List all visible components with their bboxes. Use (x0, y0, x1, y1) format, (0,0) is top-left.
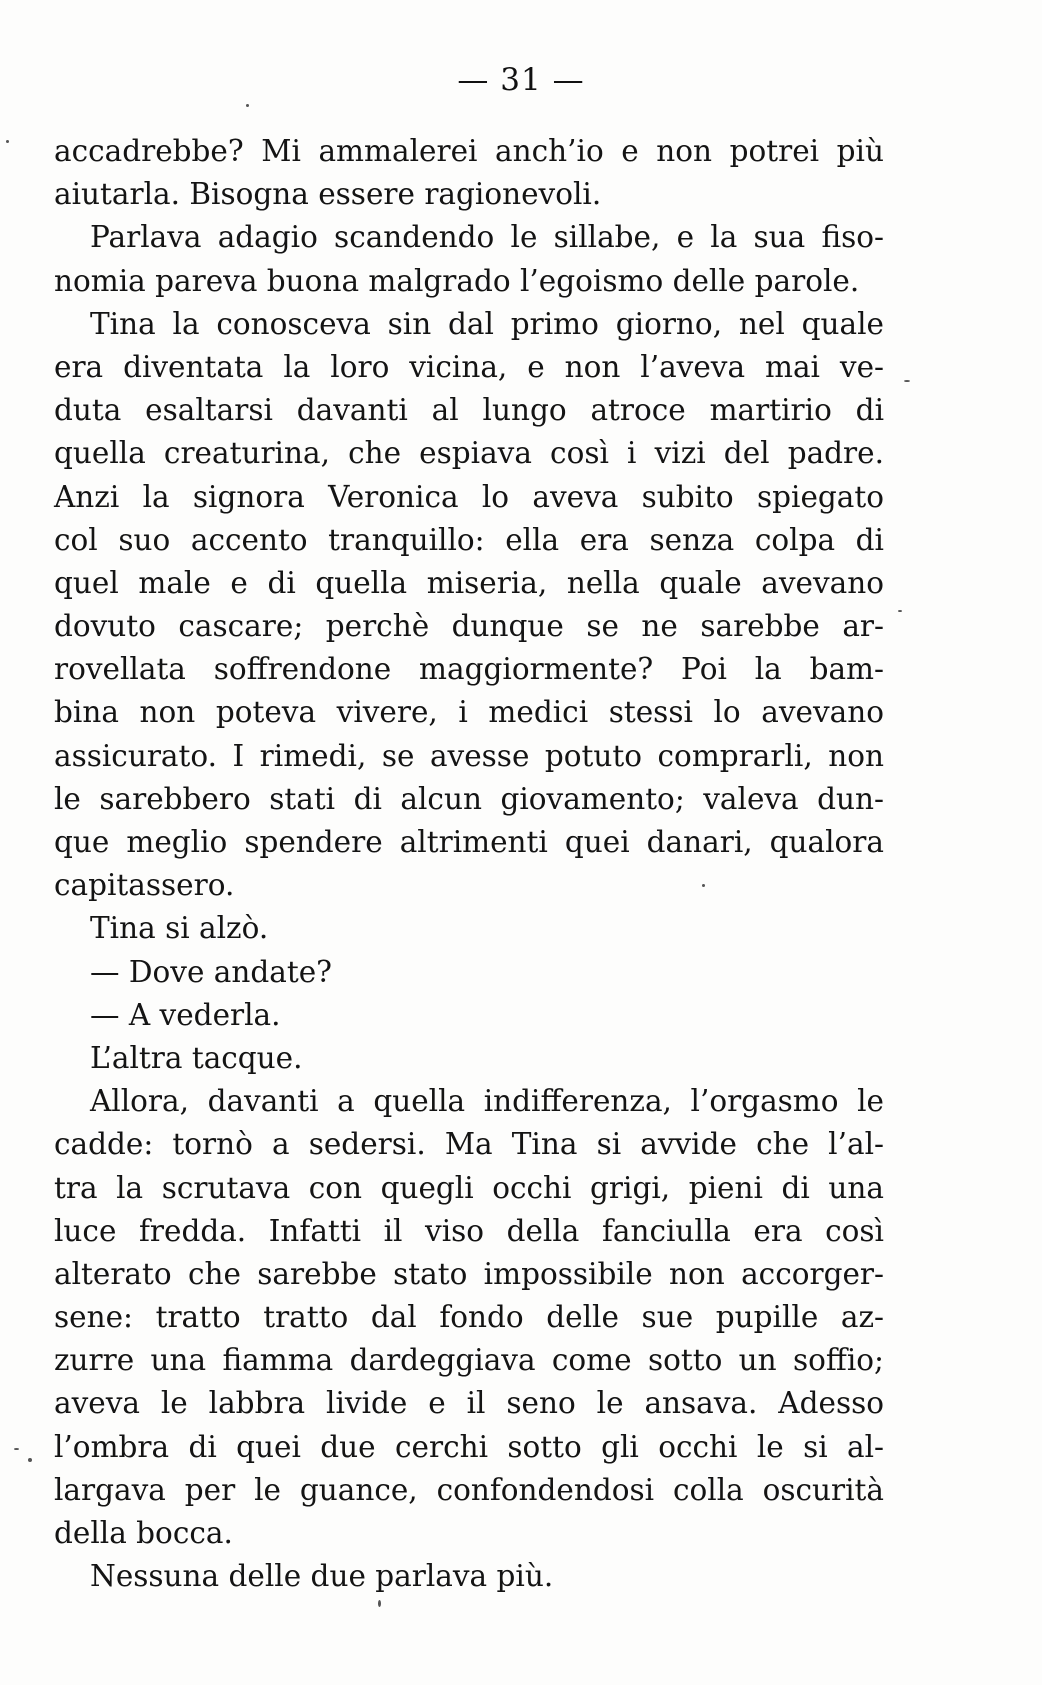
text-line: — Dove andate? (90, 954, 332, 989)
text-line: tra la scrutava con quegli occhi grigi, pieni di una (54, 1170, 884, 1205)
text-line: sene: tratto tratto dal fondo delle sue pupille az- (54, 1300, 884, 1335)
print-speck (28, 1458, 32, 1462)
print-speck (246, 104, 249, 107)
text-line: era diventata la loro vicina, e non l’aveva mai ve- (54, 349, 884, 384)
text-line: nomia pareva buona malgrado l’egoismo delle parole. (54, 263, 860, 298)
text-line: aveva le labbra livide e il seno le ansava. Adesso (54, 1386, 884, 1421)
print-speck (898, 610, 902, 612)
text-line: assicurato. I rimedi, se avesse potuto comprarli, non (54, 738, 884, 773)
text-line: bina non poteva vivere, i medici stessi lo avevano (54, 695, 884, 730)
text-line: quel male e di quella miseria, nella quale avevano (54, 565, 884, 600)
text-line: Allora, davanti a quella indifferenza, l’orgasmo le (90, 1084, 884, 1119)
text-line: Parlava adagio scandendo le sillabe, e la sua fiso- (90, 220, 884, 255)
text-line: della bocca. (54, 1516, 233, 1550)
print-speck (378, 1600, 381, 1607)
text-line: le sarebbero stati di alcun giovamento; valeva dun- (54, 781, 884, 816)
text-line: quella creaturina, che espiava così i vizi del padre. (54, 436, 884, 471)
text-line: Nessuna delle due parlava più. (90, 1559, 554, 1594)
text-line: — A vederla. (90, 997, 281, 1032)
text-line: l’ombra di quei due cerchi sotto gli occhi le si al- (54, 1429, 884, 1464)
body-text (54, 130, 884, 1598)
text-line: duta esaltarsi davanti al lungo atroce martirio di (54, 393, 884, 428)
print-speck (904, 380, 910, 382)
text-line: L’altra tacque. (90, 1040, 303, 1075)
text-line: capitassero. (54, 868, 235, 903)
text-line: dovuto cascare; perchè dunque se ne sarebbe ar- (54, 609, 884, 644)
print-speck (702, 884, 705, 887)
text-line: Tina si alzò. (90, 911, 269, 946)
text-line: aiutarla. Bisogna essere ragionevoli. (54, 177, 602, 212)
print-speck (6, 140, 9, 143)
text-line: cadde: tornò a sedersi. Ma Tina si avvide che l’al- (54, 1127, 884, 1162)
text-line: zurre una fiamma dardeggiava come sotto un soffio; (54, 1343, 884, 1378)
page-number: — 31 — (457, 62, 585, 98)
text-line: Tina la conosceva sin dal primo giorno, nel quale (90, 306, 884, 341)
text-line: largava per le guance, confondendosi colla oscurità (54, 1472, 884, 1507)
print-speck (14, 1448, 19, 1450)
text-line: col suo accento tranquillo: ella era senza colpa di (54, 522, 884, 557)
text-line: luce fredda. Infatti il viso della fanciulla era così (54, 1213, 884, 1248)
text-line: accadrebbe? Mi ammalerei anch’io e non potrei più (54, 134, 884, 168)
text-line: alterato che sarebbe stato impossibile non accorger- (54, 1256, 884, 1291)
text-line: Anzi la signora Veronica lo aveva subito spiegato (54, 479, 884, 514)
text-line: rovellata soffrendone maggiormente? Poi la bam- (54, 652, 884, 687)
text-line: que meglio spendere altrimenti quei danari, qualora (54, 825, 884, 859)
